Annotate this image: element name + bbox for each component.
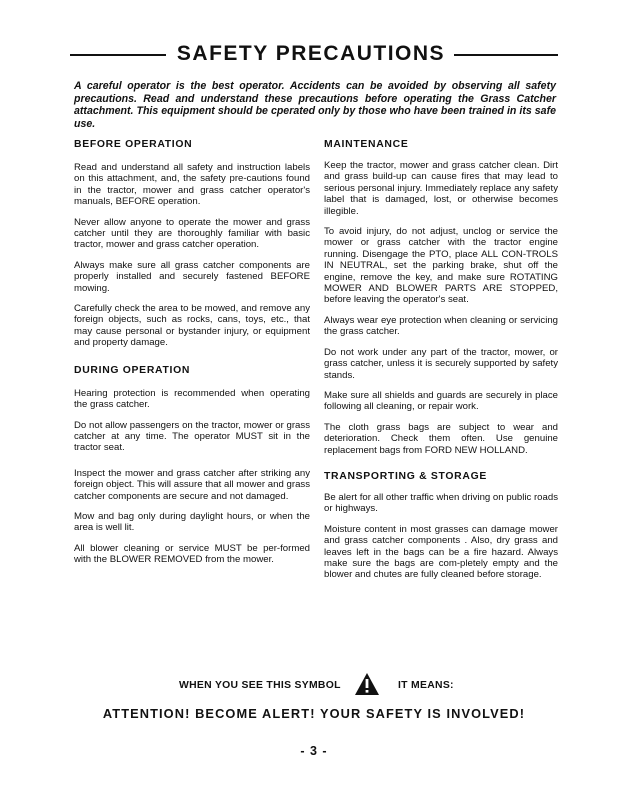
attention-banner: ATTENTION! BECOME ALERT! YOUR SAFETY IS INVOLVED!	[102, 706, 526, 721]
during-paragraph: Do not allow passengers on the tractor, mower or grass catcher at any time. The operator MUST sit in the tractor seat.	[74, 419, 310, 454]
maintenance-heading: MAINTENANCE	[324, 139, 409, 150]
before-paragraph: Always make sure all grass catcher components are properly installed and securely fastened BEFORE mowing.	[74, 259, 310, 294]
symbol-meaning-text: IT MEANS:	[398, 680, 454, 691]
transporting-storage-heading: TRANSPORTING & STORAGE	[324, 470, 487, 482]
safety-symbol-row	[70, 672, 558, 700]
during-paragraph: Inspect the mower and grass catcher after striking any foreign object. This will assure that all mower and grass catcher components are secure and not damaged.	[74, 467, 310, 502]
during-paragraph: Hearing protection is recommended when operating the grass catcher.	[74, 387, 310, 411]
transport-paragraph: Be alert for all other traffic when driving on public roads or highways.	[324, 491, 558, 515]
title-row	[70, 40, 558, 70]
page-title: SAFETY PRECAUTIONS	[176, 42, 446, 65]
title-rule-left	[70, 54, 166, 56]
symbol-intro-text: WHEN YOU SEE THIS SYMBOL	[179, 680, 341, 691]
during-paragraph: All blower cleaning or service MUST be per-formed with the BLOWER REMOVED from the mower.	[74, 542, 310, 566]
maintenance-paragraph: Keep the tractor, mower and grass catcher clean. Dirt and grass build-up can cause fires that may lead to serious personal injury. Immediately replace any safety label that is damaged, lost, or otherwise becomes illegible.	[324, 160, 558, 217]
before-paragraph: Carefully check the area to be mowed, and remove any foreign objects, such as rocks, cans, toys, etc., that may cause personal or bystander injury, or equipment and property damage.	[74, 303, 310, 349]
during-paragraph: Mow and bag only during daylight hours, or when the area is well lit.	[74, 510, 310, 534]
maintenance-paragraph: Always wear eye protection when cleaning or servicing the grass catcher.	[324, 314, 558, 338]
during-operation-heading: DURING OPERATION	[74, 364, 191, 376]
title-rule-right	[454, 54, 558, 56]
maintenance-paragraph: The cloth grass bags are subject to wear and deterioration. Check them often. Use genuine replacement bags from FORD NEW HOLLAND.	[324, 421, 558, 456]
warning-triangle-icon	[354, 672, 380, 696]
maintenance-paragraph: Do not work under any part of the tractor, mower, or grass catcher, unless it is securely supported by safety stands.	[324, 346, 558, 381]
left-column	[74, 138, 310, 566]
intro-paragraph: A careful operator is the best operator. Accidents can be avoided by observing all safety precautions. Read and understand these precautions before operating the Grass Catcher attachment. This equipment should be cperated only by those who have been trained in its safe use.	[74, 80, 556, 130]
page-number: - 3 -	[300, 744, 328, 758]
before-operation-heading: BEFORE OPERATION	[74, 139, 193, 150]
transport-paragraph: Moisture content in most grasses can damage mower and grass catcher components . Also, dry grass and leaves left in the bags can be a fire hazard. Always make sure the bags are com-pletely empty and the blower and chutes are fully cleaned before storage.	[324, 523, 558, 581]
before-paragraph: Read and understand all safety and instruction labels on this attachment, and, the safety pre-cautions found in the tractor, mower and grass catcher operator's manuals, BEFORE operation.	[74, 162, 310, 208]
maintenance-paragraph: Make sure all shields and guards are securely in place following all cleaning, or repair work.	[324, 389, 558, 413]
maintenance-paragraph: To avoid injury, do not adjust, unclog or service the mower or grass catcher with the tractor engine running. Disengage the PTO, place ALL CON-TROLS IN NEUTRAL, set the parking brake, shut off the engine, remove the key, and make sure ROTATING MOWER AND BLOWER PARTS ARE STOPPED, before leaving the operator's seat.	[324, 226, 558, 306]
right-column	[324, 138, 558, 581]
before-paragraph: Never allow anyone to operate the mower and grass catcher until they are thoroughly familiar with basic tractor, mower and grass catcher operation.	[74, 216, 310, 251]
